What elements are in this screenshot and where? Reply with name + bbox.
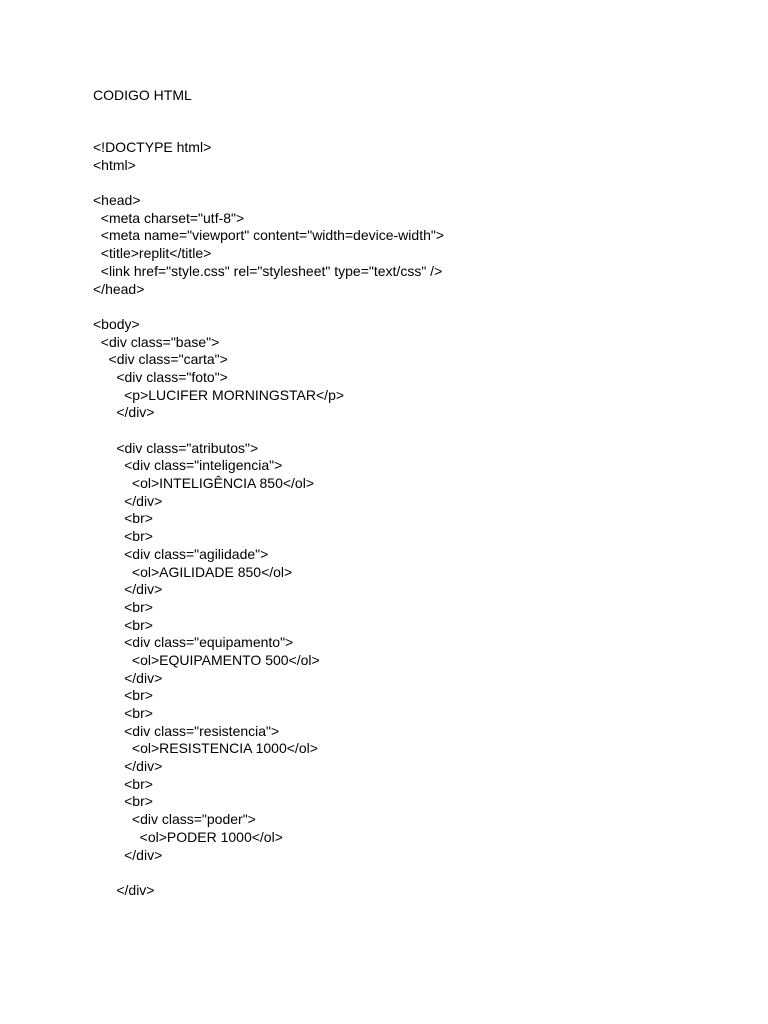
code-line: <div class="equipamento">	[93, 634, 294, 651]
code-line: <br>	[93, 793, 153, 810]
code-line	[93, 298, 444, 316]
code-line: </head>	[93, 280, 145, 297]
code-line: <div class="carta">	[93, 351, 228, 368]
code-line: <br>	[93, 775, 153, 792]
code-line: </div>	[93, 846, 163, 863]
code-line	[93, 174, 444, 192]
code-line: </div>	[93, 758, 163, 775]
code-line: <div class="agilidade">	[93, 545, 269, 562]
code-line	[93, 864, 444, 882]
code-line: <meta name="viewport" content="width=device-width">	[93, 227, 445, 244]
code-line: <title>replit</title>	[93, 245, 212, 262]
code-line: <br>	[93, 616, 153, 633]
code-line: <p>LUCIFER MORNINGSTAR</p>	[93, 386, 345, 403]
code-line	[93, 422, 444, 440]
code-line: <div class="atributos">	[93, 439, 259, 456]
code-line: <ol>RESISTENCIA 1000</ol>	[93, 740, 318, 757]
code-line: </div>	[93, 492, 163, 509]
code-line: </div>	[93, 404, 155, 421]
code-line: <ol>PODER 1000</ol>	[93, 828, 283, 845]
code-line: <br>	[93, 705, 153, 721]
code-line: </div>	[93, 881, 155, 898]
code-line: <head>	[93, 192, 141, 209]
code-line: <div class="inteligencia">	[93, 457, 283, 474]
code-line: <body>	[93, 315, 140, 332]
code-line: <div class="resistencia">	[93, 722, 280, 739]
code-line: <br>	[93, 510, 153, 527]
code-line: <br>	[93, 687, 153, 704]
document-title: CODIGO HTML	[93, 87, 192, 103]
code-listing	[93, 139, 444, 900]
code-line: <ol>INTELIGÊNCIA 850</ol>	[93, 475, 314, 492]
code-line: </div>	[93, 581, 163, 598]
code-line: <ol>AGILIDADE 850</ol>	[93, 563, 293, 580]
code-line: <div class="base">	[93, 333, 220, 350]
code-line: <!DOCTYPE html>	[93, 139, 212, 155]
code-line: <ol>EQUIPAMENTO 500</ol>	[93, 651, 320, 668]
code-line: <br>	[93, 598, 153, 615]
code-line: <link href="style.css" rel="stylesheet" type="text/css" />	[93, 262, 443, 279]
code-line: <div class="foto">	[93, 368, 228, 385]
code-line: <div class="poder">	[93, 811, 256, 828]
code-line: <br>	[93, 528, 153, 545]
code-line: <meta charset="utf-8">	[93, 209, 245, 226]
code-line: <html>	[93, 156, 136, 173]
code-line: </div>	[93, 669, 163, 686]
